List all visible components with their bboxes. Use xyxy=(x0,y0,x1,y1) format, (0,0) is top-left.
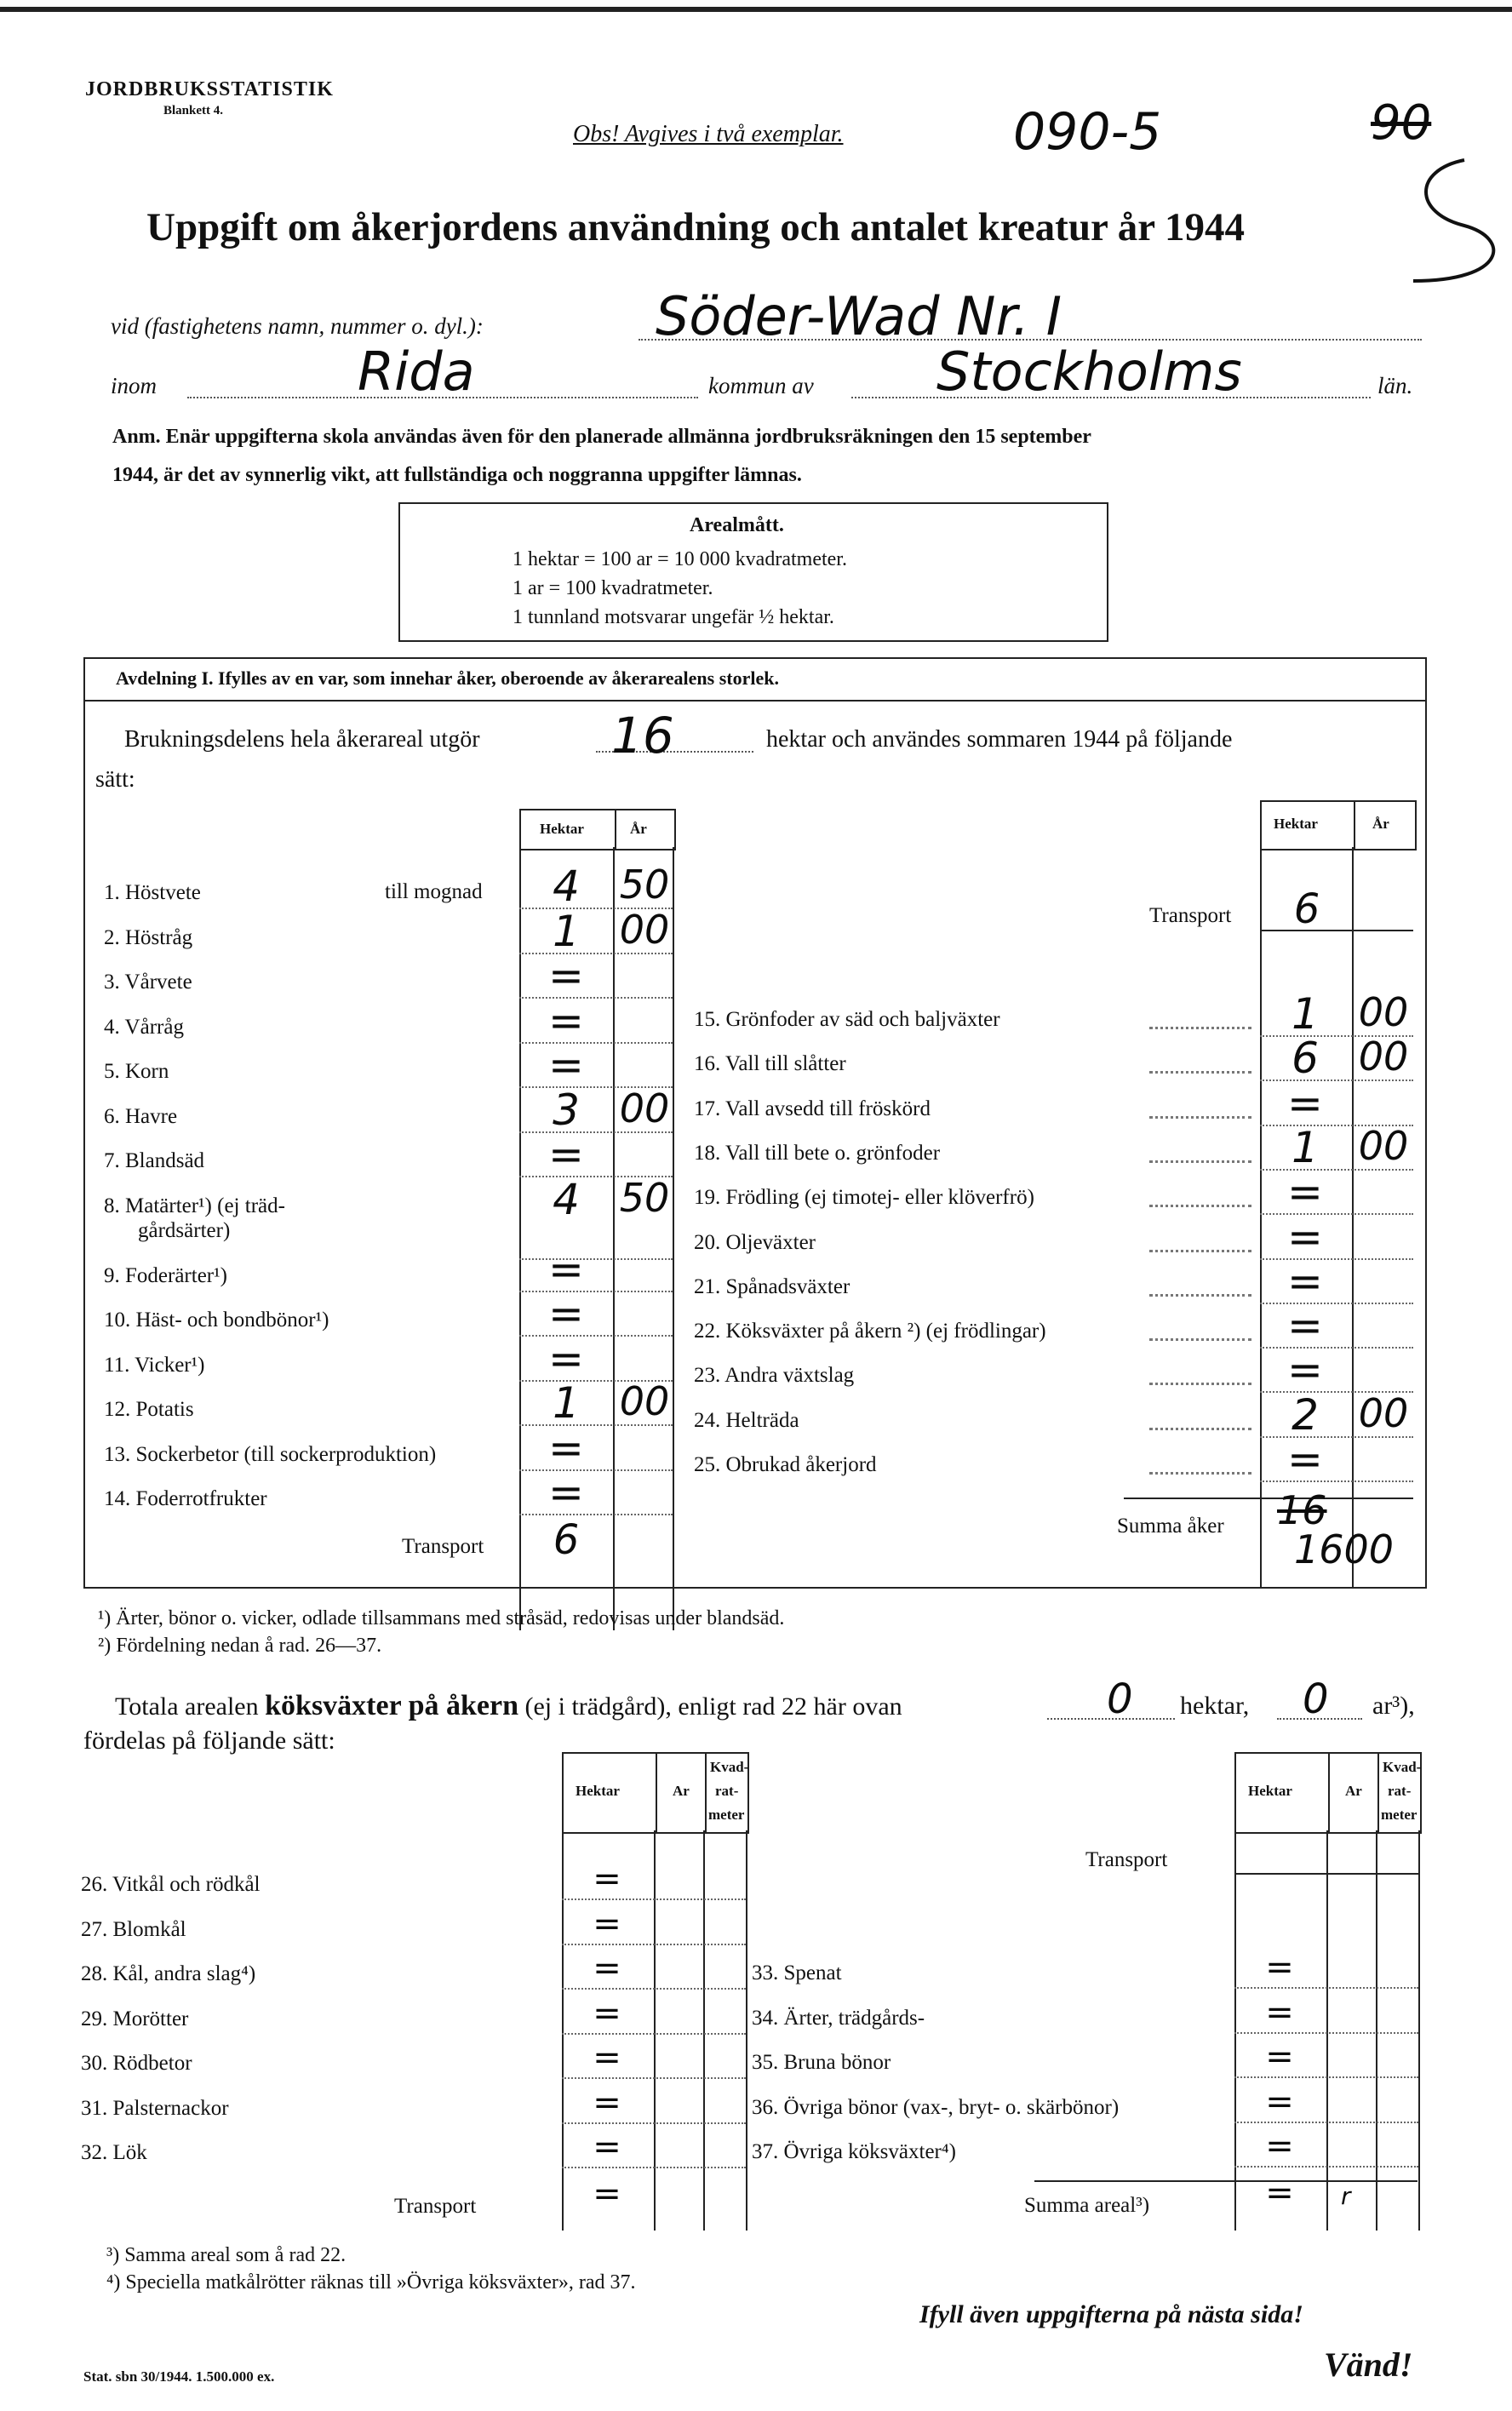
summa-aker-crossed: 16 xyxy=(1277,1487,1327,1534)
till-mognad-label: till mognad xyxy=(385,880,483,903)
s2-left-row-hektar: = xyxy=(593,1949,621,1988)
s2-left-row-hektar: = xyxy=(593,1904,621,1944)
arealmatt-box xyxy=(398,502,1108,642)
arealmatt-line-1: 1 hektar = 100 ar = 10 000 kvadratmeter. xyxy=(513,548,847,570)
s2-right-row-label: 35. Bruna bönor xyxy=(752,2051,891,2074)
s2-right-row-hektar: = xyxy=(1265,2127,1294,2166)
s1-right-vrule-2 xyxy=(1352,847,1354,1588)
s1-left-row-label: 13. Sockerbetor (till sockerproduktion) xyxy=(104,1442,437,1466)
inom-label: inom xyxy=(111,373,157,398)
s2-right-ar-header: Ar xyxy=(1345,1783,1362,1799)
s2-hektar-value: 0 xyxy=(1107,1675,1133,1723)
s1-right-row-leader xyxy=(1149,1205,1251,1207)
anm-line-1: Anm. Enär uppgifterna skola användas även för den planerade allmänna jordbruksräkningen den 15 september xyxy=(112,426,1091,448)
s1-right-row-label: 18. Vall till bete o. grönfoder xyxy=(694,1141,941,1165)
s2-right-vrule-1 xyxy=(1234,1830,1236,2231)
summa-areal-rule xyxy=(1034,2180,1418,2182)
s2-right-row-hektar: = xyxy=(1265,2037,1294,2076)
s1-left-col-header xyxy=(519,809,676,850)
s2-left-row-rule xyxy=(562,2077,746,2079)
s1-left-row-ar: 00 xyxy=(619,906,670,953)
s1-right-ar-header: År xyxy=(1372,816,1389,832)
s1-right-row-hektar: = xyxy=(1287,1167,1323,1217)
s1-left-row-ar: 50 xyxy=(619,862,670,908)
s2-intro-a: Totala arealen xyxy=(115,1692,259,1721)
s2-right-row-label: 36. Övriga bönor (vax-, bryt- o. skärbönor) xyxy=(752,2095,1120,2119)
s2-intro-b: (ej i trädgård), enligt rad 22 här ovan xyxy=(524,1692,902,1721)
form-number: Blankett 4. xyxy=(163,104,224,117)
s1-left-row-label: 3. Vårvete xyxy=(104,971,192,994)
s2-left-vrule-1 xyxy=(562,1830,564,2231)
s1-right-transport-label: Transport xyxy=(1149,904,1232,927)
s1-left-row-label: 12. Potatis xyxy=(104,1398,194,1421)
s1-right-row-hektar: 1 xyxy=(1292,989,1319,1039)
s1-left-ar-header: År xyxy=(630,821,647,837)
s1-summa-rule xyxy=(1124,1498,1413,1499)
s1-right-transport-rule xyxy=(1260,930,1413,931)
vid-value: Söder-Wad Nr. I xyxy=(656,285,1062,347)
brukning-text: Brukningsdelens hela åkerareal utgör xyxy=(124,726,480,753)
anm-line-2: 1944, är det av synnerlig vikt, att fullständiga och noggranna uppgifter lämnas. xyxy=(112,464,802,486)
s2-left-row-rule xyxy=(562,1898,746,1900)
s1-left-vrule-2 xyxy=(613,847,615,1630)
summa-aker-label: Summa åker xyxy=(1117,1515,1224,1538)
s1-right-row-label: 17. Vall avsedd till fröskörd xyxy=(694,1097,931,1120)
print-info: Stat. sbn 30/1944. 1.500.000 ex. xyxy=(83,2368,275,2385)
s1-right-row-hektar: = xyxy=(1287,1256,1323,1306)
s2-right-row-rule xyxy=(1234,2032,1418,2034)
s1-left-row-hektar: 4 xyxy=(553,862,580,911)
s1-left-row-ar: 00 xyxy=(619,1085,670,1131)
s2-left-header-div-1 xyxy=(656,1754,657,1832)
s1-left-row-label: 10. Häst- och bondbönor¹) xyxy=(104,1309,329,1331)
s2-left-row-label: 30. Rödbetor xyxy=(81,2052,192,2075)
page-title: Uppgift om åkerjordens användning och antalet kreatur år 1944 xyxy=(146,205,1245,249)
s1-right-row-leader xyxy=(1149,1160,1251,1163)
brukning-value: 16 xyxy=(611,707,674,765)
arealmatt-line-2: 1 ar = 100 kvadratmeter. xyxy=(513,577,713,599)
s2-left-ar-header: Ar xyxy=(673,1783,690,1799)
s1-left-header-divider xyxy=(615,810,616,849)
top-border xyxy=(0,7,1512,12)
s1-right-row-hektar: = xyxy=(1287,1211,1323,1262)
s1-right-row-hektar: 6 xyxy=(1292,1034,1319,1084)
s2-right-row-hektar: = xyxy=(1265,1992,1294,2032)
s1-left-row-label: 14. Foderrotfrukter xyxy=(104,1487,267,1510)
s2-right-kvm-header-3: meter xyxy=(1381,1807,1418,1823)
s1-right-row-leader xyxy=(1149,1071,1251,1074)
footnote-2: ²) Fördelning nedan å rad. 26—37. xyxy=(98,1635,382,1657)
brukning-text-3: sätt: xyxy=(95,766,135,793)
section-1-heading-rule xyxy=(83,700,1425,702)
s2-left-transport-value: = xyxy=(593,2173,621,2213)
s2-right-vrule-4 xyxy=(1418,1830,1420,2231)
s1-right-row-hektar: = xyxy=(1287,1435,1323,1484)
s2-left-row-hektar: = xyxy=(593,1859,621,1898)
s1-left-row-hektar: 1 xyxy=(553,906,580,956)
s2-right-kvm-header-1: Kvad- xyxy=(1383,1759,1422,1775)
s2-right-header-div-1 xyxy=(1328,1754,1330,1832)
s2-left-row-hektar: = xyxy=(593,2128,621,2167)
s1-right-transport-value: 6 xyxy=(1293,885,1320,933)
s1-right-row-leader xyxy=(1149,1338,1251,1341)
s2-right-hektar-header: Hektar xyxy=(1248,1783,1292,1799)
s2-right-vrule-3 xyxy=(1376,1830,1377,2231)
summa-areal-value: = xyxy=(1265,2173,1294,2213)
s1-right-col-header xyxy=(1260,800,1417,850)
s1-right-row-hektar: = xyxy=(1287,1345,1323,1395)
s2-left-row-hektar: = xyxy=(593,2082,621,2122)
s2-right-col-header xyxy=(1234,1752,1422,1834)
s2-left-row-rule xyxy=(562,2033,746,2035)
s2-right-row-hektar: = xyxy=(1265,2082,1294,2122)
s1-right-row-leader xyxy=(1149,1472,1251,1475)
s1-right-row-leader xyxy=(1149,1116,1251,1119)
s2-left-header-div-2 xyxy=(705,1754,707,1832)
s2-left-row-hektar: = xyxy=(593,1993,621,2033)
s1-left-row-hektar: = xyxy=(548,1244,584,1294)
s1-right-row-leader xyxy=(1149,1294,1251,1297)
s1-left-row-hektar: = xyxy=(548,1333,584,1383)
s2-left-row-label: 32. Lök xyxy=(81,2141,147,2164)
s2-right-row-rule xyxy=(1234,2166,1418,2168)
footnote-4: ⁴) Speciella matkålrötter räknas till »Övriga köksväxter», rad 37. xyxy=(106,2271,636,2294)
brukning-label xyxy=(124,726,480,753)
s1-left-row-hektar: = xyxy=(548,951,584,1000)
s2-right-row-label: 34. Ärter, trädgårds- xyxy=(752,2006,925,2030)
s2-right-vrule-2 xyxy=(1326,1830,1328,2231)
s2-hektar-word: hektar, xyxy=(1180,1692,1250,1720)
footnote-3: ³) Samma areal som å rad 22. xyxy=(106,2244,346,2266)
s1-left-transport-label: Transport xyxy=(402,1534,484,1558)
s1-right-row-rule xyxy=(1260,1480,1413,1482)
vid-label: vid (fastighetens namn, nummer o. dyl.): xyxy=(111,313,484,339)
s1-right-row-hektar: 2 xyxy=(1292,1389,1319,1440)
s1-right-row-ar: 00 xyxy=(1358,1122,1409,1169)
s2-left-row-label: 31. Palsternackor xyxy=(81,2096,229,2120)
s2-left-row-rule xyxy=(562,2122,746,2124)
s2-left-vrule-2 xyxy=(654,1830,656,2231)
s1-left-row-hektar: 3 xyxy=(553,1085,580,1135)
s1-right-row-label: 20. Oljeväxter xyxy=(694,1230,816,1254)
reference-crossed: 90 xyxy=(1371,95,1432,151)
summa-areal-label: Summa areal³) xyxy=(1024,2193,1150,2217)
s1-left-row-label: 9. Foderärter¹) xyxy=(104,1263,227,1287)
s2-ar-value: 0 xyxy=(1303,1675,1329,1723)
s2-left-row-rule xyxy=(562,1988,746,1990)
s1-left-row-hektar: 4 xyxy=(553,1174,580,1224)
s2-right-header-div-2 xyxy=(1377,1754,1379,1832)
s1-left-vrule-3 xyxy=(673,847,674,1630)
s1-left-row-label: 2. Höstråg xyxy=(104,925,193,949)
s2-right-kvm-header-2: rat- xyxy=(1388,1783,1412,1799)
s1-right-row-label: 25. Obrukad åkerjord xyxy=(694,1453,877,1476)
s1-right-row-ar: 00 xyxy=(1358,1034,1409,1080)
s1-right-row-hektar: = xyxy=(1287,1301,1323,1351)
s2-right-row-rule xyxy=(1234,2122,1418,2123)
s1-right-row-ar: 00 xyxy=(1358,1389,1409,1436)
s1-left-row-hektar: = xyxy=(548,1468,584,1517)
s2-left-row-rule xyxy=(562,2167,746,2168)
s2-right-row-rule xyxy=(1234,2076,1418,2078)
s1-right-row-label: 19. Frödling (ej timotej- eller klöverfrö) xyxy=(694,1186,1034,1210)
s2-right-row-label: 33. Spenat xyxy=(752,1961,842,1984)
s2-left-row-hektar: = xyxy=(593,2038,621,2077)
section-2-intro xyxy=(115,1690,902,1722)
s2-left-row-label: 28. Kål, andra slag⁴) xyxy=(81,1962,256,1985)
inom-value: Rida xyxy=(358,341,475,403)
s1-right-row-label: 23. Andra växtslag xyxy=(694,1364,855,1388)
s1-right-row-label: 16. Vall till slåtter xyxy=(694,1052,846,1076)
summa-areal-ar: r xyxy=(1341,2181,1351,2210)
s1-right-row-hektar: 1 xyxy=(1292,1122,1319,1172)
footnote-1: ¹) Ärter, bönor o. vicker, odlade tillsammans med stråsäd, redovisas under blandsäd. xyxy=(98,1607,785,1629)
section-1-heading: Avdelning I. Ifylles av en var, som innehar åker, oberoende av åkerarealens storlek. xyxy=(116,667,779,689)
s1-right-header-divider xyxy=(1354,802,1355,849)
s1-right-row-leader xyxy=(1149,1250,1251,1252)
s1-left-row-hektar: = xyxy=(548,1423,584,1473)
s1-right-row-label: 24. Helträda xyxy=(694,1408,799,1432)
s2-right-row-rule xyxy=(1234,1987,1418,1989)
s1-left-row-hektar: = xyxy=(548,1289,584,1338)
s1-left-row-ar: 50 xyxy=(619,1174,670,1221)
s2-left-row-label: 29. Morötter xyxy=(81,2007,189,2030)
s1-left-row-label-2: gårdsärter) xyxy=(138,1218,231,1242)
s2-left-kvm-header-1: Kvad- xyxy=(710,1759,749,1775)
s2-left-kvm-header-3: meter xyxy=(708,1807,745,1823)
s1-right-row-label: 21. Spånadsväxter xyxy=(694,1274,850,1298)
s1-left-row-hektar: = xyxy=(548,1130,584,1179)
brukning-text-2: hektar och användes sommaren 1944 på följande xyxy=(766,726,1233,753)
s1-right-row-leader xyxy=(1149,1428,1251,1430)
s2-left-transport-label: Transport xyxy=(394,2194,477,2218)
org-name: JORDBRUKSSTATISTIK xyxy=(85,78,334,100)
next-page-note: Ifyll även uppgifterna på nästa sida! xyxy=(919,2300,1303,2328)
reference-number: 090-5 xyxy=(1013,102,1162,162)
lan-value: Stockholms xyxy=(936,341,1242,403)
s2-left-row-label: 26. Vitkål och rödkål xyxy=(81,1873,261,1896)
s1-left-transport-value: 6 xyxy=(553,1515,580,1564)
s1-left-row-label: 5. Korn xyxy=(104,1060,169,1083)
s2-left-kvm-header-2: rat- xyxy=(715,1783,739,1799)
s1-left-vrule-1 xyxy=(519,847,521,1630)
s2-right-transport-label: Transport xyxy=(1085,1848,1168,1871)
s1-left-row-label: 8. Matärter¹) (ej träd- xyxy=(104,1194,285,1217)
s1-left-row-hektar: = xyxy=(548,995,584,1045)
section-2-intro-2: fördelas på följande sätt: xyxy=(83,1727,335,1755)
s1-left-row-label: 6. Havre xyxy=(104,1104,178,1128)
s1-left-row-hektar: = xyxy=(548,1040,584,1090)
s1-right-row-leader xyxy=(1149,1383,1251,1385)
arealmatt-title: Arealmått. xyxy=(690,514,784,536)
copies-note: Obs! Avgives i två exemplar. xyxy=(573,121,844,147)
s1-right-row-leader xyxy=(1149,1027,1251,1029)
s2-right-row-hektar: = xyxy=(1265,1948,1294,1987)
s2-left-row-rule xyxy=(562,1944,746,1945)
s2-left-vrule-3 xyxy=(703,1830,705,2231)
s1-left-row-ar: 00 xyxy=(619,1378,670,1424)
lan-label: län. xyxy=(1377,373,1413,398)
s2-left-row-label: 27. Blomkål xyxy=(81,1917,186,1941)
s1-right-row-label: 22. Köksväxter på åkern ²) (ej frödlingar) xyxy=(694,1320,1046,1343)
s2-ar-word: ar³), xyxy=(1372,1692,1415,1720)
s2-intro-bold: köksväxter på åkern xyxy=(265,1690,518,1721)
s1-right-hektar-header: Hektar xyxy=(1274,816,1318,832)
kommun-label: kommun av xyxy=(708,373,814,398)
s1-left-hektar-header: Hektar xyxy=(540,821,584,837)
turn-note: Vänd! xyxy=(1324,2345,1413,2384)
s2-right-row-label: 37. Övriga köksväxter⁴) xyxy=(752,2140,956,2163)
s1-right-row-hektar: = xyxy=(1287,1078,1323,1128)
arealmatt-line-3: 1 tunnland motsvarar ungefär ½ hektar. xyxy=(513,606,834,628)
s2-left-hektar-header: Hektar xyxy=(576,1783,620,1799)
s1-right-vrule-1 xyxy=(1260,847,1262,1588)
s1-left-row-label: 1. Höstvete xyxy=(104,881,201,904)
s1-left-row-label: 11. Vicker¹) xyxy=(104,1353,205,1377)
bracket-mark xyxy=(1362,153,1512,289)
s1-left-row-label: 7. Blandsäd xyxy=(104,1149,205,1172)
s1-right-row-label: 15. Grönfoder av säd och baljväxter xyxy=(694,1008,1000,1031)
s2-left-vrule-4 xyxy=(746,1830,747,2231)
s1-left-row-label: 4. Vårråg xyxy=(104,1015,184,1039)
s1-left-row-hektar: 1 xyxy=(553,1378,580,1428)
s1-right-row-ar: 00 xyxy=(1358,989,1409,1035)
s2-left-col-header xyxy=(562,1752,749,1834)
summa-aker-value: 1600 xyxy=(1294,1526,1395,1573)
